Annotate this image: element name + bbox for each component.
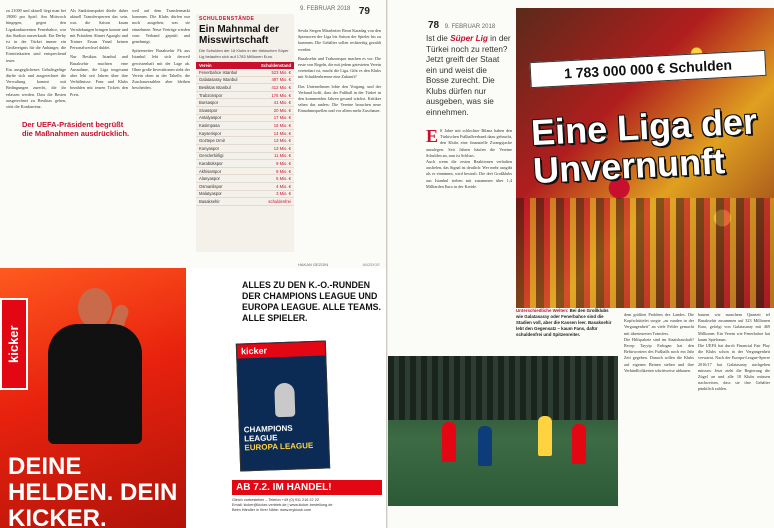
paragraph: bauern wie manchem Quartett tel Basaksehir zusammen auf 323 Millionen Euro, gefolgt von Galatasaray mit 469 Millionen. Ein Verein wie Fenerbahce hat kaum Spielraum. [698, 312, 770, 342]
ad-info-line: Email: kicker@kicker-vertrieb.de | www.kicker-bestellung.de [232, 503, 333, 507]
match-photo [388, 356, 618, 506]
right-page-header [428, 20, 495, 31]
debt-cell: 5 Mio. € [250, 175, 294, 183]
player-body [48, 324, 142, 444]
debt-cell: 13 Mio. € [250, 137, 294, 145]
left-page-header [300, 6, 378, 20]
paragraph: Nur Besiktas Istanbul und Basaksehir machten eine Ausnahme, die Liga insgesamt aber lebt seit Jahren über ihre Verhältnisse. Fans und Klubs bezahlen mit teuren Tickets den Preis. [70, 54, 128, 97]
player-figure [442, 422, 456, 462]
team-cell: Malatyaspor [196, 190, 250, 198]
debt-cell: 4 Mio. € [250, 182, 294, 190]
debt-cell: 14 Mio. € [250, 129, 294, 137]
player-figure [478, 426, 492, 466]
pull-quote: Der UEFA-Präsident begrüßt die Maßnahmen ausdrücklich. [22, 118, 132, 140]
table-row [196, 99, 294, 107]
paragraph: lf Jahre mit schlechter Bilanz haben den Türkischen Fußballverband dazu gebracht, den Klubs eine finanzielle Zwangsjacke anzulegen. Seit Jahren häufen die Vereine Schulden an, nun ist Schluss. [426, 128, 512, 158]
advertisement-label: ANZEIGE [362, 262, 380, 267]
stadium-stands [388, 356, 618, 420]
debt-cell: 41 Mio. € [250, 99, 294, 107]
debt-infobox [196, 14, 294, 252]
kicker-logo: kicker [0, 298, 28, 390]
debt-cell: 8 Mio. € [250, 167, 294, 175]
table-row [196, 198, 294, 206]
paragraph: zu 21000 und aktuell liegt man bei 19000 pro Spiel. Am Mittwoch hingegen, gegen den Ligakonkurrenten Fenerbahce, war das Stadion ausverkauft. Ein Derby ist in der Türkei immer ein Großereignis für die Anhänger, die Eintrittskarten sind entsprechend teuer. [6, 8, 66, 63]
debt-cell: 497 Mio. € [250, 76, 294, 84]
ad-info-line: Gleich vorbestellen – Telefon +49 (0) 911 216 22 22 [232, 498, 319, 502]
team-cell: Besiktas Istanbul [196, 84, 250, 92]
crowd-texture [516, 198, 774, 308]
article-column-4 [298, 28, 381, 260]
infobox-tag: SCHULDENSTÄNDE [199, 16, 255, 22]
left-page-number: 79 [358, 6, 370, 17]
ad-text-panel [188, 268, 387, 528]
table-header-row [196, 62, 294, 69]
paragraph: Sevda Sergen Mitarbeiter Berat Karadag von den Sponsoren der Liga bis Saison der Spieler bis zu kommen. Die Gehälter sollen rechtzeitig gezahlt werden. [298, 28, 381, 52]
team-cell: Alanyaspor [196, 175, 250, 183]
table-row [196, 114, 294, 122]
table-row [196, 84, 294, 92]
table-row [196, 122, 294, 130]
team-cell: Basaksehir [196, 198, 250, 206]
player-head [78, 288, 112, 328]
byline: HAKAN GEZGIN [298, 262, 329, 267]
article-column-r1 [426, 128, 512, 350]
magazine-cover [236, 340, 330, 471]
right-page [388, 0, 774, 528]
left-page-date: 9. FEBRUAR 2018 [300, 6, 351, 12]
team-cell: Sivasspor [196, 106, 250, 114]
infobox-title: Ein Mahnmal der Misswirtschaft [199, 24, 280, 46]
magazine-title-line: CHAMPIONS LEAGUE [243, 423, 293, 444]
paragraph: Basaksehir und Trabzonspor machen es vor. Die erste von Regeln, die mit jedem getesteten Verein vereinbart ist, macht die Liga. Gibt es den Klubs mit Schuldenbremse eine Zukunft? [298, 55, 381, 80]
debt-cell: 412 Mio. € [250, 84, 294, 92]
paragraph: Das Unternehmen lobte den Vorgang, und der Verband hofft, dass der Fußball in der Türkei in den kommenden Jahren gesund wächst. Kritiker sehen das anders: Die Vereine brauchen neue Einnahmequellen und vor allem mehr Zuschauer. [298, 83, 381, 114]
debt-cell: 3 Mio. € [250, 190, 294, 198]
article-column-r3 [698, 312, 770, 522]
team-cell: Antalyaspor [196, 114, 250, 122]
debt-table [196, 62, 294, 206]
magazine-title [244, 423, 327, 453]
table-row [196, 129, 294, 137]
fans-photo [516, 8, 774, 308]
paragraph: Ein ausgeglichenes Gehaltsgefüge dürfte sich und ausgerechnet die Verwaltung kommt mit Bedingungen zurecht, die ihr erlassen werden. Dass die Besten ausgerechnet zu Besiktas gehen, stört die Konkurrenz. [6, 66, 66, 110]
team-cell: Karabükspor [196, 160, 250, 168]
magazine-subtitle: EUROPA LEAGUE [244, 440, 314, 453]
ad-slogan: DEINE HELDEN. DEIN KICKER. [8, 453, 178, 528]
kicker-advertisement [0, 268, 387, 528]
team-cell: Fenerbahce Istanbul [196, 69, 250, 76]
paragraph: weil auf dem Transfermarkt kommen. Die Klubs dürfen nur noch ausgeben, was sie einnehmen. Neue Verträge werden vom Verband geprüft und genehmigt. [132, 8, 190, 45]
ad-hero-image [0, 268, 186, 528]
teaser-highlight: Süper Lig [450, 34, 488, 43]
title-line-2: Unvernunft [532, 140, 726, 192]
table-row [196, 160, 294, 168]
debt-cell: 176 Mio. € [250, 91, 294, 99]
release-date-banner: AB 7.2. IM HANDEL! [232, 480, 382, 495]
paragraph: Die UEFA hat durch Financial Fair Play die Klubs schon in der Vergangenheit verwarnt. Nach der Europa-League-Sperre 2016/17 hat Galatasaray nachgeben müssen. Jetzt zieht die Regierung die Zügel an und alle 18 Klubs müssen nachweisen, dass sie ihre Gehälter pünktlich zahlen. [698, 343, 770, 392]
magazine-brand: kicker [237, 342, 325, 359]
teaser-text: Ist die [426, 34, 451, 43]
photo-caption [516, 308, 616, 338]
debt-cell: schuldenfrei [250, 198, 294, 206]
right-page-date: 9. FEBRUAR 2018 [444, 24, 496, 30]
team-cell: Kasimpasa [196, 122, 250, 130]
table-row [196, 167, 294, 175]
debt-cell: 17 Mio. € [250, 114, 294, 122]
debt-cell: 523 Mio. € [250, 69, 294, 76]
caption-text: Bei den Großklubs wie Galatasaray oder Fenerbahce sind die Stadien voll, aber die Kassen leer. Basaksehir lebt den Gegensatz – kaum Fans, dafür schuldenfrei und Spitzenreiter. [516, 308, 612, 337]
team-cell: Goztepe Izmir [196, 137, 250, 145]
team-cell: Genclerbirligi [196, 152, 250, 160]
debt-cell: 11 Mio. € [250, 152, 294, 160]
paragraph: Spitzenreiter Basaksehir Fk aus Istanbul lebt sich derweil gewissenhaft mit der Lage ab. Ohne große Investitionen steht der Verein oben in der Tabelle, die Zuschauerzahlen aber bleiben bescheiden. [132, 48, 190, 91]
debt-table-body [196, 69, 294, 205]
article-teaser [426, 34, 512, 118]
title-line-1: Eine Liga der [530, 100, 758, 154]
caption-lead: Unterschiedliche Welten: [516, 308, 569, 313]
team-cell: Trabzonspor [196, 91, 250, 99]
paragraph: Auch wenn die ersten Reaktionen verhalten ausfielen, das Signal ist deutlich: Wer mehr ausgibt als er einnimmt, wird bestraft. Die drei Großklubs aus Istanbul stehen mit zusammen über 1,4 Milliarden Euro in der Kreide. [426, 159, 512, 189]
table-row [196, 69, 294, 76]
ad-contact-info [232, 498, 382, 513]
table-row [196, 91, 294, 99]
team-cell: Konyaspor [196, 144, 250, 152]
team-cell: Bursaspor [196, 99, 250, 107]
table-header-debt: Schuldenstand [250, 62, 294, 69]
team-cell: Kayserispor [196, 129, 250, 137]
article-title [530, 102, 770, 190]
infobox-intro: Die Schulden der 18 Klubs in der türkischen Süper Lig belaufen sich auf 1783 Millionen Euro. [199, 48, 289, 59]
debt-cell: 16 Mio. € [250, 122, 294, 130]
drop-cap: E [426, 128, 439, 146]
table-row [196, 175, 294, 183]
paragraph: Als Sanktionspaket dürfte daher aktuell Transfersperren das sein, was die Saison kaum Verstärkungen bringen konnte und mit Präsident Ahmet Agaoglu und Trainer Ersun Yanal keinen Personalwechsel duldet. [70, 8, 128, 51]
paragraph: dem größten Problem des Landes. Die Kopfschüttelei sorgte „zu runden in der Vergangenheit" an viele Fehler gemacht mit überteuerten Transfers. [624, 312, 694, 336]
player-figure [572, 424, 586, 464]
table-row [196, 152, 294, 160]
table-row [196, 182, 294, 190]
team-cell: Akhisarspor [196, 167, 250, 175]
table-row [196, 144, 294, 152]
article-column-3 [132, 8, 190, 258]
debt-banner: 1 783 000 000 € Schulden [529, 50, 766, 88]
teaser-text: in der Türkei noch zu retten? Jetzt greift der Staat ein und weist die Bosse zurecht. Die Klubs dürfen nur ausgeben, was sie einnehmen. [426, 34, 511, 117]
table-header-team: Verein [196, 62, 250, 69]
table-row [196, 190, 294, 198]
article-column-r2 [624, 312, 694, 522]
team-cell: Galatasaray Istanbul [196, 76, 250, 84]
debt-cell: 20 Mio. € [250, 106, 294, 114]
trophy-icon [274, 383, 295, 418]
right-page-number: 78 [428, 20, 440, 31]
team-cell: Osmanlispor [196, 182, 250, 190]
debt-cell: 9 Mio. € [250, 160, 294, 168]
player-figure [538, 416, 552, 456]
table-row [196, 106, 294, 114]
player-illustration [38, 288, 148, 438]
paragraph: Die Hilfspakete sind im Staatshaushalt? Recep Tayyip Erdogan hat den Befürwortern des Fußballs noch ein Jahr Zeit gegeben. Danach sollen die Klubs auf eigenen Beinen stehen und ihre Verbindlichkeiten schrittweise abbauen. [624, 336, 694, 373]
table-row [196, 76, 294, 84]
ad-headline: ALLES ZU DEN K.-O.-RUNDEN DER CHAMPIONS LEAGUE UND EUROPA LEAGUE. ALLE TEAMS. ALLE SPIELER. [242, 280, 381, 323]
table-row [196, 137, 294, 145]
ad-info-line: Beim Händler in Ihrer Nähe: www.mykiosk.com [232, 508, 312, 512]
debt-cell: 13 Mio. € [250, 144, 294, 152]
